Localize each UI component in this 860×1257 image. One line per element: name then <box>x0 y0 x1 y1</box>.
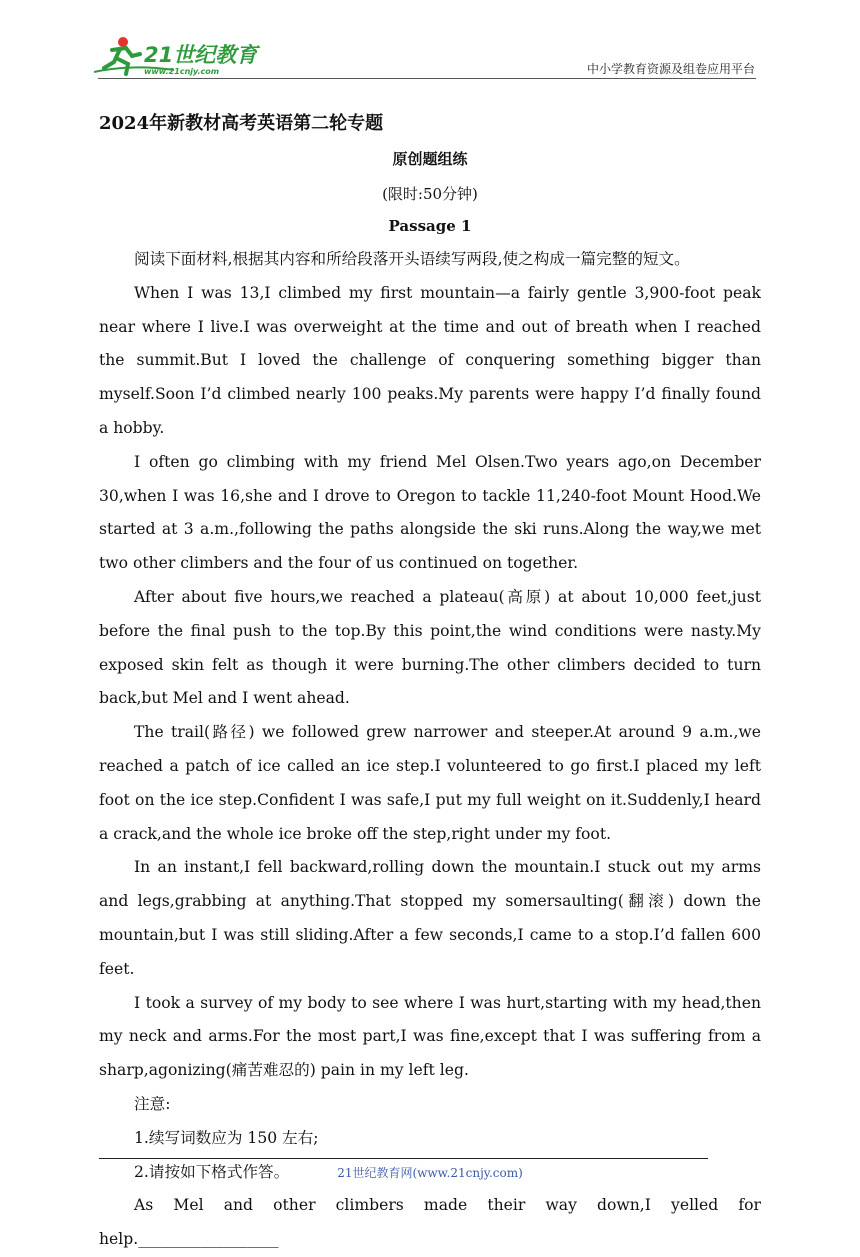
passage-paragraph: When I was 13,I climbed my first mountain—a fairly gentle 3,900-foot peak near where I live.I was overweight at the time and out of breath when I reached the summit.But I loved the challenge of conquering something bigger than myself.Soon I’d climbed nearly 100 peaks.My parents were happy I’d finally found a hobby. <box>99 283 761 437</box>
note-item: 2.请按如下格式作答。 <box>134 1162 290 1181</box>
note-item: 1.续写词数应为 150 左右; <box>134 1128 319 1147</box>
site-logo <box>92 34 262 78</box>
document-title: 2024年新教材高考英语第二轮专题 <box>99 113 384 134</box>
logo-text: 21世纪教育 <box>144 43 258 67</box>
header-platform-text: 中小学教育资源及组卷应用平台 <box>586 62 755 76</box>
footer-text: 21世纪教育网(www.21cnjy.com) <box>337 1166 523 1180</box>
passage-body <box>99 243 761 1257</box>
note-heading: 注意: <box>134 1094 171 1113</box>
time-limit: (限时:50分钟) <box>382 185 478 203</box>
section-subtitle: 原创题组练 <box>392 150 468 168</box>
passage-paragraph: I took a survey of my body to see where I was hurt,starting with my head,then my neck and arms.For the most part,I was fine,except that I was suffering from a sharp,agonizing(痛苦难忍的) pain in my left leg. <box>99 993 761 1080</box>
header-divider <box>98 78 756 79</box>
instruction-paragraph: 阅读下面材料,根据其内容和所给段落开头语续写两段,使之构成一篇完整的短文。 <box>134 250 690 268</box>
footer-divider <box>99 1158 708 1159</box>
passage-title: Passage 1 <box>388 217 472 235</box>
logo-url: www.21cnjy.com <box>144 67 220 76</box>
passage-paragraph: The trail(路径) we followed grew narrower and steeper.At around 9 a.m.,we reached a patch of ice called an ice step.I volunteered to go first.I placed my left foot on the ice step.Confident I was safe,I put my full weight on it.Suddenly,I heard a crack,and the whole ice broke off the step,right under my foot. <box>99 723 761 843</box>
continuation-prompt: As Mel and other climbers made their way down,I yelled for help.__________________ <box>99 1196 761 1249</box>
passage-paragraph: In an instant,I fell backward,rolling down the mountain.I stuck out my arms and legs,grabbing at anything.That stopped my somersaulting(翻滚) down the mountain,but I was still sliding.After a few seconds,I came to a stop.I’d fallen 600 feet. <box>99 858 761 978</box>
passage-paragraph: After about five hours,we reached a plateau(高原) at about 10,000 feet,just before the final push to the top.By this point,the wind conditions were nasty.My exposed skin felt as though it were burning.The other climbers decided to turn back,but Mel and I went ahead. <box>99 587 761 708</box>
passage-paragraph: I often go climbing with my friend Mel Olsen.Two years ago,on December 30,when I was 16,she and I drove to Oregon to tackle 11,240-foot Mount Hood.We started at 3 a.m.,following the paths alongside the ski runs.Along the way,we met two other climbers and the four of us continued on together. <box>99 452 761 573</box>
